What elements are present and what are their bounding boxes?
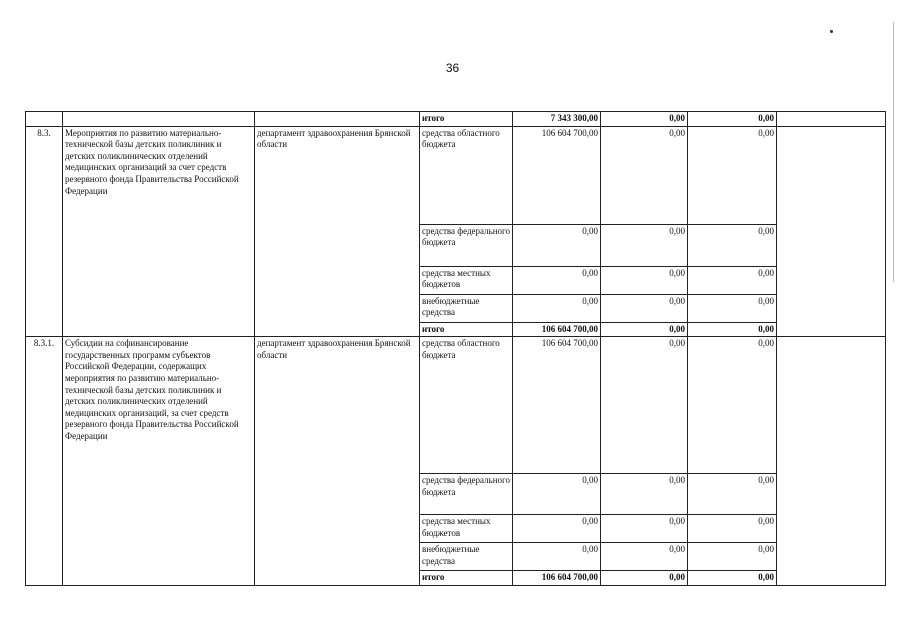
- total-value: 0,00: [688, 571, 777, 586]
- scan-edge-line: [893, 22, 894, 282]
- funding-source: средства местных бюджетов: [420, 515, 513, 543]
- amount-cell: 0,00: [513, 294, 601, 322]
- total-label: итого: [420, 322, 513, 337]
- total-value: 0,00: [601, 322, 688, 337]
- funding-source: средства федерального бюджета: [420, 474, 513, 515]
- amount-cell: 0,00: [688, 515, 777, 543]
- funding-source: внебюджетные средства: [420, 294, 513, 322]
- total-value: 0,00: [601, 571, 688, 586]
- amount-cell: 0,00: [601, 126, 688, 224]
- cell-title: [63, 112, 255, 127]
- cell-empty: [777, 112, 886, 127]
- amount-cell: 0,00: [688, 224, 777, 266]
- amount-cell: 0,00: [513, 543, 601, 571]
- amount-cell: 0,00: [513, 474, 601, 515]
- section-number: 8.3.1.: [26, 337, 63, 586]
- cell-executor: [255, 112, 420, 127]
- amount-cell: 0,00: [688, 474, 777, 515]
- total-value: 7 343 300,00: [513, 112, 601, 127]
- table-row: [26, 337, 886, 474]
- total-label: итого: [420, 112, 513, 127]
- table-row-top-total: [26, 112, 886, 127]
- amount-cell: 0,00: [601, 543, 688, 571]
- total-value: 106 604 700,00: [513, 322, 601, 337]
- funding-source: средства местных бюджетов: [420, 266, 513, 294]
- amount-cell: 0,00: [601, 337, 688, 474]
- total-value: 0,00: [688, 112, 777, 127]
- amount-cell: 0,00: [601, 294, 688, 322]
- amount-cell: 0,00: [688, 266, 777, 294]
- total-value: 106 604 700,00: [513, 571, 601, 586]
- section-number: 8.3.: [26, 126, 63, 337]
- amount-cell: 106 604 700,00: [513, 337, 601, 474]
- page-number: 36: [445, 61, 460, 75]
- funding-source: средства областного бюджета: [420, 337, 513, 474]
- funding-source: внебюджетные средства: [420, 543, 513, 571]
- cell-number: [26, 112, 63, 127]
- section-executor: департамент здравоохранения Брянской области: [255, 337, 420, 586]
- cell-empty: [777, 126, 886, 337]
- section-title: Субсидии на софинансирование государственных программ субъектов Российской Федерации, содержащих мероприятия по развитию материально-технической базы детских поликлиник и детских поликлинических отделений медицинских организаций, за счет средств резервного фонда Правительства Российской Федерации: [63, 337, 255, 586]
- amount-cell: 0,00: [688, 294, 777, 322]
- amount-cell: 106 604 700,00: [513, 126, 601, 224]
- funding-source: средства федерального бюджета: [420, 224, 513, 266]
- amount-cell: 0,00: [601, 515, 688, 543]
- amount-cell: 0,00: [513, 266, 601, 294]
- amount-cell: 0,00: [601, 224, 688, 266]
- amount-cell: 0,00: [688, 126, 777, 224]
- total-value: 0,00: [601, 112, 688, 127]
- section-executor: департамент здравоохранения Брянской области: [255, 126, 420, 337]
- amount-cell: 0,00: [688, 337, 777, 474]
- section-title: Мероприятия по развитию материально-технической базы детских поликлиник и детских поликлинических отделений медицинских организаций за счет средств резервного фонда Правительства Российской Федерации: [63, 126, 255, 337]
- scan-speck: [830, 30, 833, 33]
- funding-source: средства областного бюджета: [420, 126, 513, 224]
- amount-cell: 0,00: [513, 224, 601, 266]
- amount-cell: 0,00: [601, 474, 688, 515]
- budget-table: [25, 111, 886, 586]
- total-value: 0,00: [688, 322, 777, 337]
- amount-cell: 0,00: [513, 515, 601, 543]
- table-row: [26, 126, 886, 224]
- cell-empty: [777, 337, 886, 586]
- amount-cell: 0,00: [601, 266, 688, 294]
- total-label: итого: [420, 571, 513, 586]
- amount-cell: 0,00: [688, 543, 777, 571]
